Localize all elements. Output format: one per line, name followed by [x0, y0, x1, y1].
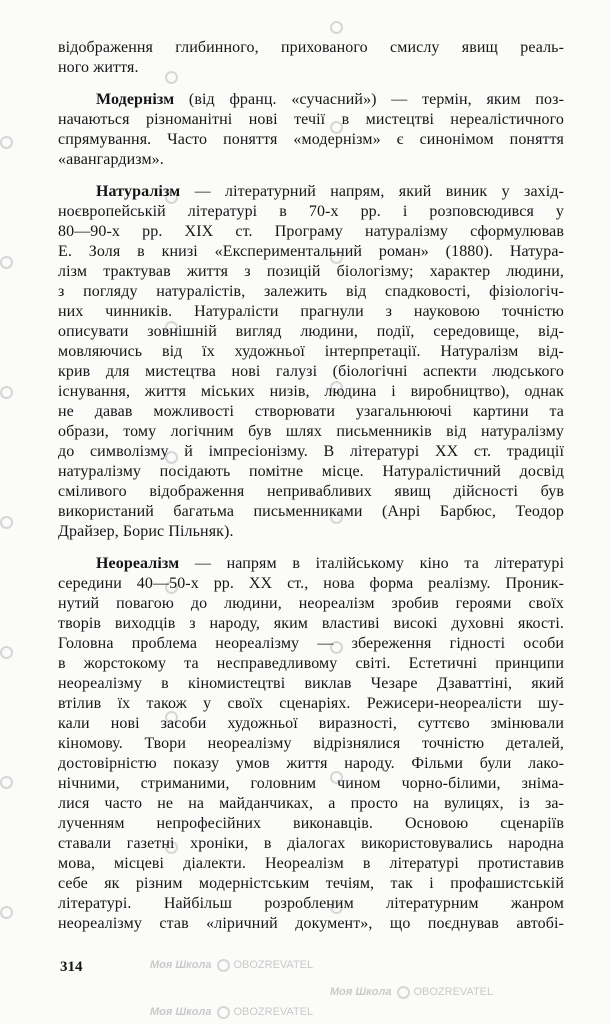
text-line — [58, 554, 564, 574]
text-line: кали нові засоби художньої виразності, суттєво змінювали — [58, 715, 564, 732]
text-line: ноєвропейській літературі в 70-х рр. і розповсюдився у — [58, 203, 564, 220]
obozrevatel-logo-icon — [0, 775, 16, 789]
line-text: — напрям в італійському кіно та літературі — [179, 555, 564, 572]
watermark-brand-text: OBOZREVATEL — [233, 959, 314, 971]
text-line: мова, місцеві діалекти. Неореалізм в літературі протиставив — [58, 855, 564, 872]
obozrevatel-logo-icon — [217, 959, 230, 972]
paragraph — [58, 38, 564, 78]
obozrevatel-logo-icon — [0, 135, 16, 149]
text-line: неореалізму став «ліричний документ», що поєднував автобі- — [58, 915, 564, 932]
text-line: образи, тому логічним був шлях письменників від натуралізму — [58, 423, 564, 440]
page-number: 314 — [60, 959, 83, 975]
text-line: до символізму й імпресіонізму. В літературі XX ст. традиції — [58, 443, 564, 460]
text-line: ставали газетні хроніки, в діалогах використовувались народна — [58, 835, 564, 852]
text-line: Е. Золя в книзі «Експериментальний роман» (1880). Натура- — [58, 243, 564, 260]
obozrevatel-logo-icon — [0, 905, 16, 919]
text-line: мовляючись від їх художньої інтерпретації. Натуралізм від- — [58, 343, 564, 360]
text-line — [58, 90, 564, 110]
text-line: крив для мистецтва нові галузі (біологічні аспекти людського — [58, 363, 564, 380]
watermark — [150, 958, 313, 972]
text-line: себе як різним модерністським течіям, так і профашистській — [58, 875, 564, 892]
watermark — [150, 1005, 313, 1019]
line-text: (від франц. «сучасний») — термін, яким поз- — [174, 91, 564, 108]
watermark-school-text: Моя Школа — [330, 986, 392, 998]
paragraph — [58, 554, 564, 934]
text-line: лученням непрофесійних виконавців. Основою сценаріїв — [58, 815, 564, 832]
text-line: «авангардизм». — [58, 151, 164, 168]
text-line — [58, 182, 564, 202]
obozrevatel-logo-icon — [0, 645, 16, 659]
term-heading: Модернізм — [96, 91, 175, 108]
page-body — [58, 38, 564, 946]
text-line: не давав можливості створювати узагальнюючі картини та — [58, 403, 564, 420]
text-line: втілив їх також у своїх сценаріях. Режисери-неореалісти шу- — [58, 695, 564, 712]
watermark-school-text: Моя Школа — [150, 959, 212, 971]
text-line: літературі. Найбільш розробленим літературним жанром — [58, 895, 564, 912]
paragraph — [58, 90, 564, 170]
text-line: використаний багатьма письменниками (Анрі Барбюс, Теодор — [58, 503, 564, 520]
text-line: неореалізму в кіномистецтві виклав Чезаре Дзаваттіні, який — [58, 675, 564, 692]
watermark-brand-text: OBOZREVATEL — [413, 986, 494, 998]
obozrevatel-logo-icon — [217, 1006, 230, 1019]
text-line: відображення глибинного, прихованого смислу явищ реаль- — [58, 39, 564, 56]
watermark-school-text: Моя Школа — [150, 1006, 212, 1018]
obozrevatel-logo-icon — [0, 255, 16, 269]
obozrevatel-logo-icon — [0, 385, 16, 399]
text-line: начаються різноманітні нові течії в мистецтві нереалістичного — [58, 111, 564, 128]
line-text: — літературний напрям, який виник у захід- — [180, 183, 564, 200]
text-line: сміливого відображення непривабливих явищ дійсності був — [58, 483, 564, 500]
text-line: в жорстокому та несправедливому світі. Естетичні принципи — [58, 655, 564, 672]
text-line: ного життя. — [58, 59, 139, 76]
text-line: існування, життя міських низів, людина і виробництво), однак — [58, 383, 564, 400]
text-line: 80—90-х рр. XIX ст. Програму натуралізму сформулював — [58, 223, 564, 240]
text-line: нутий повагою до людини, неореалізм зробив героями своїх — [58, 595, 564, 612]
text-line: кіномову. Твори неореалізму відрізнялися точністю деталей, — [58, 735, 564, 752]
text-line: Драйзер, Борис Пільняк). — [58, 523, 234, 540]
text-line: лися часто не на майданчиках, а просто на вулицях, із за- — [58, 795, 564, 812]
text-line: лізм трактував життя з позицій біологізму; характер людини, — [58, 263, 564, 280]
text-line: натуралізму посідають помітне місце. Натуралістичний досвід — [58, 463, 564, 480]
text-line: Головна проблема неореалізму — збереження гідності особи — [58, 635, 564, 652]
watermark — [330, 985, 493, 999]
text-line: творів виходців з народу, яким властиві високі духовні якості. — [58, 615, 564, 632]
text-line: спрямування. Часто поняття «модернізм» є синонімом поняття — [58, 131, 564, 148]
obozrevatel-logo-icon — [397, 986, 410, 999]
watermark-brand-text: OBOZREVATEL — [233, 1006, 314, 1018]
term-heading: Неореалізм — [96, 555, 180, 572]
text-line: описувати зовнішній вигляд людини, події, середовище, від- — [58, 323, 564, 340]
text-line: нічними, стриманими, головним чином чорно-білими, зніма- — [58, 775, 564, 792]
text-line: середини 40—50-х рр. XX ст., нова форма реалізму. Проник- — [58, 575, 564, 592]
obozrevatel-logo-icon — [330, 20, 346, 34]
text-line: них чинників. Натуралісти прагнули з науковою точністю — [58, 303, 564, 320]
text-line: достовірністю показу умов життя народу. Фільми були лако- — [58, 755, 564, 772]
paragraph — [58, 182, 564, 542]
term-heading: Натуралізм — [96, 183, 181, 200]
obozrevatel-logo-icon — [0, 515, 16, 529]
text-line: з погляду натуралістів, залежить від спадковості, фізіологіч- — [58, 283, 564, 300]
